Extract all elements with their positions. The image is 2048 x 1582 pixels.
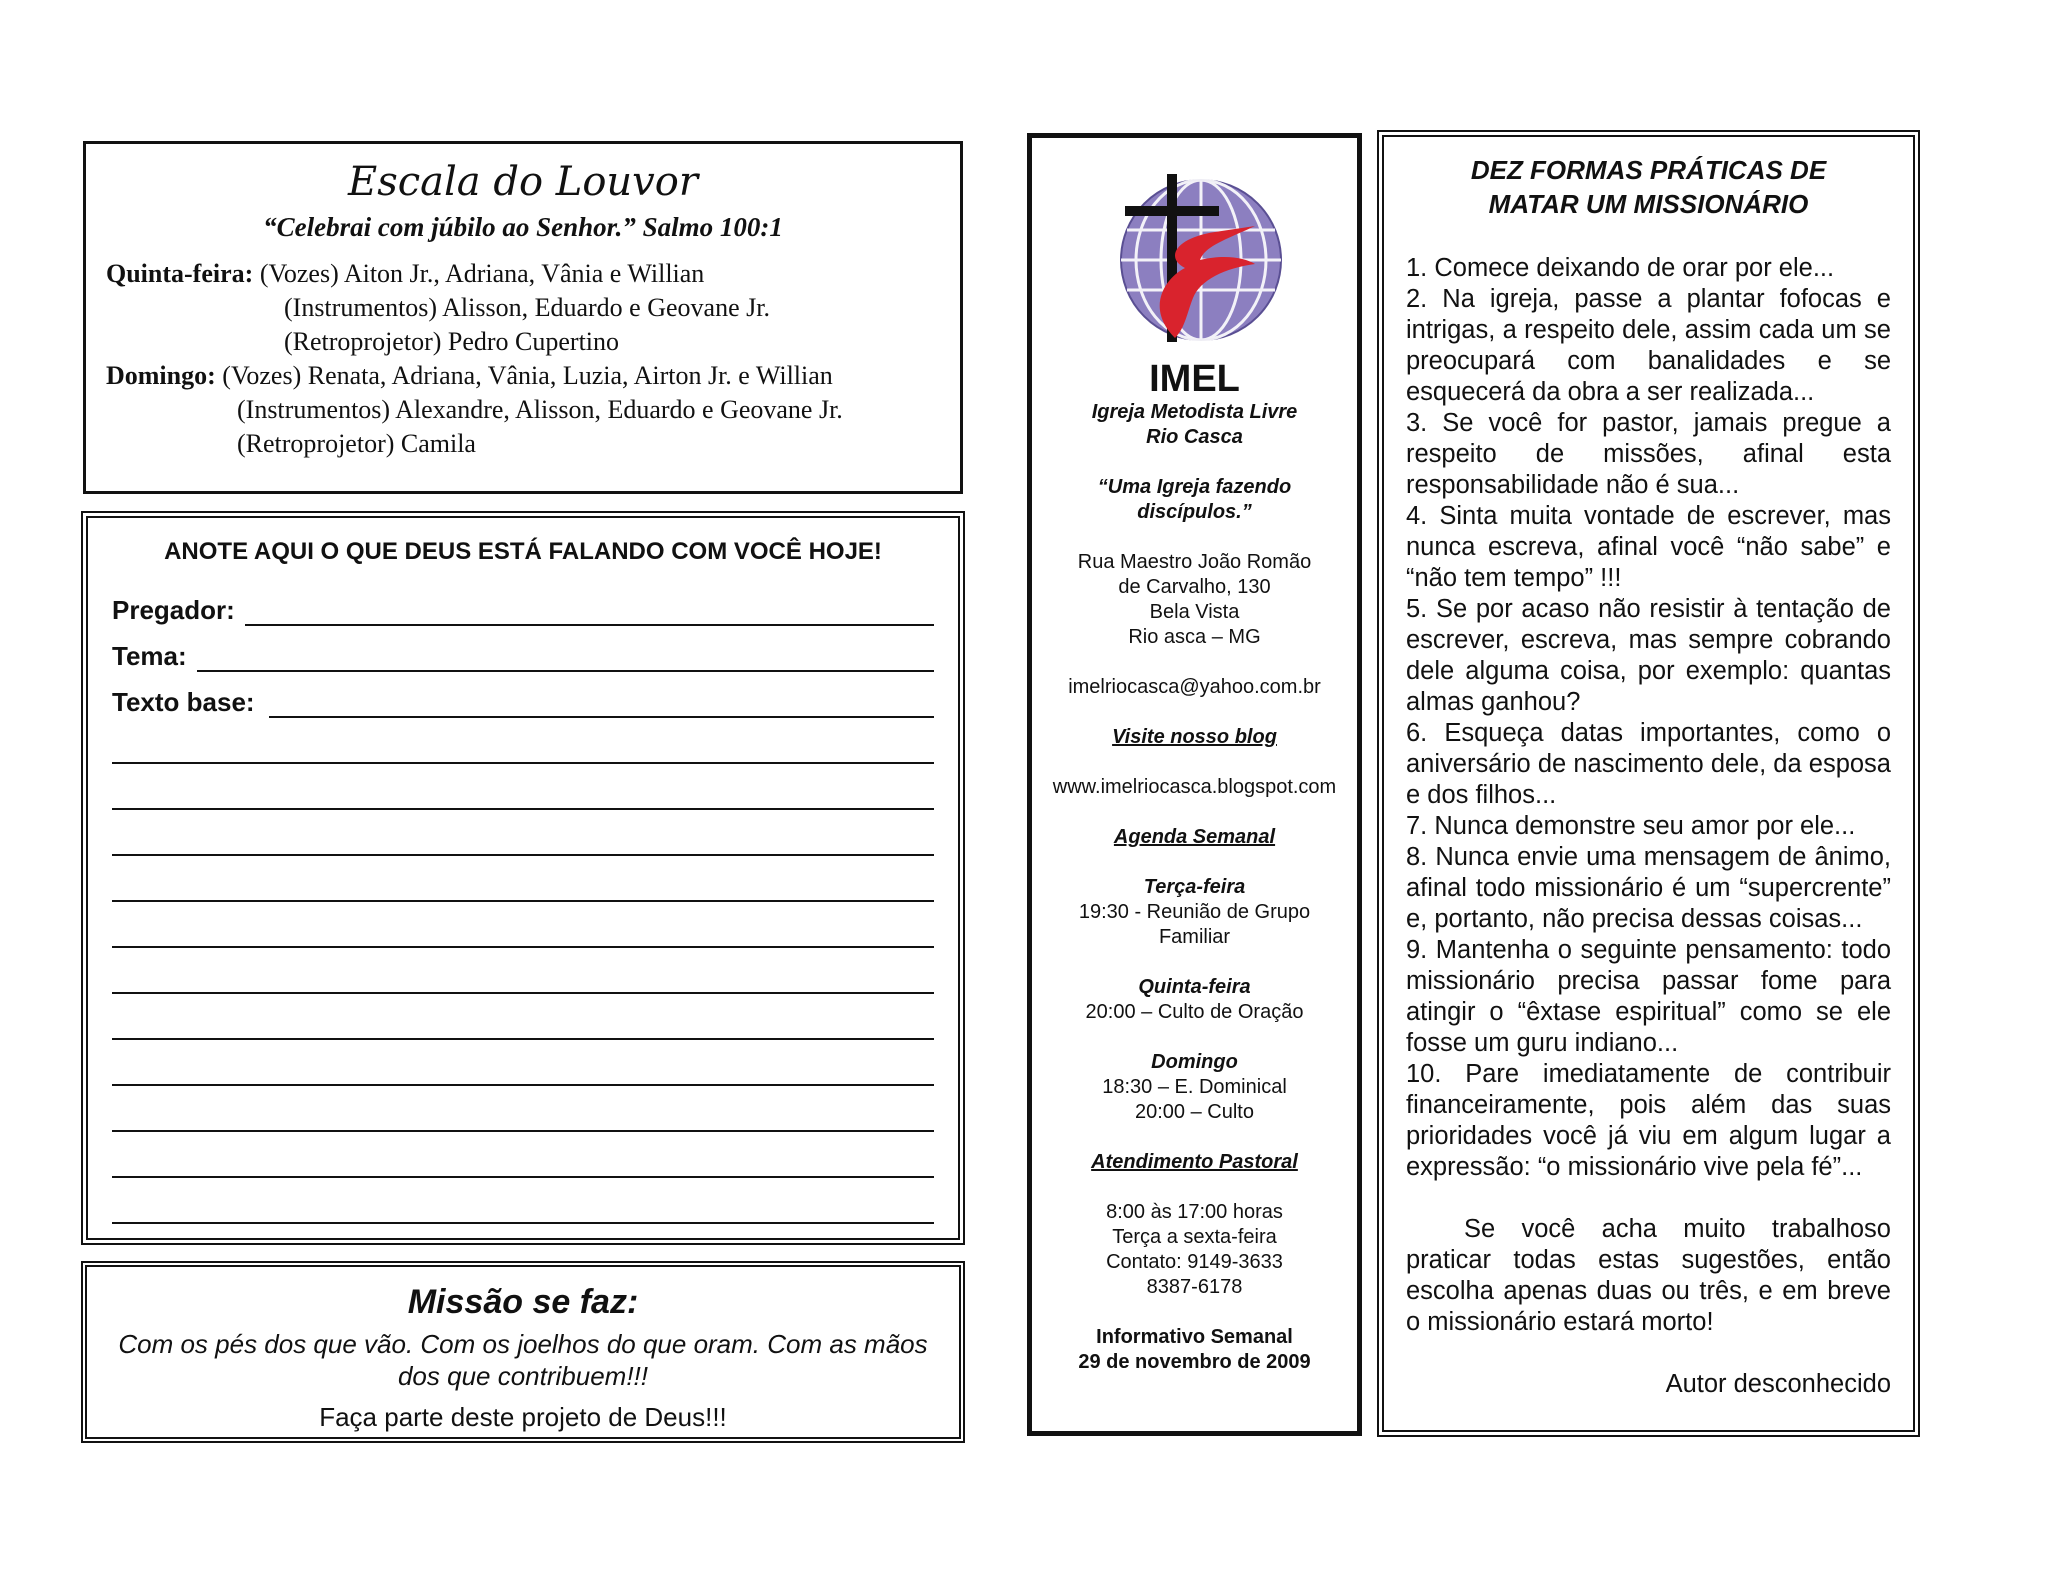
list-item: 2. Na igreja, passe a plantar fofocas e intrigas, a respeito dele, assim cada um se preocupará com banalidades e se esquecerá da obra a ser realizada... [1406,285,1891,406]
domingo-line: 20:00 – Culto [1135,1101,1254,1123]
missao-subtitle: Com os pés dos que vão. Com os joelhos do que oram. Com as mãos dos que contribuem!!! [118,1329,928,1391]
louvor-quinta [106,257,940,359]
domingo-label: Domingo [1151,1051,1238,1073]
informativo-date: 29 de novembro de 2009 [1078,1351,1311,1373]
address-line: Bela Vista [1149,601,1240,623]
address-line: Rio asca – MG [1128,626,1261,648]
domingo-line: (Retroprojetor) Camila [237,429,476,458]
domingo-line: (Vozes) Renata, Adriana, Vânia, Luzia, Airton Jr. e Willian [222,361,833,390]
imel-logo [1105,168,1285,348]
dez-formas-box [1377,130,1920,1437]
louvor-quote: “Celebrai com júbilo ao Senhor.” Salmo 100:1 [263,212,783,242]
note-line[interactable] [112,1086,934,1132]
email-link[interactable]: imelriocasca@yahoo.com.br [1068,676,1321,698]
imel-motto: “Uma Igreja fazendo [1097,476,1292,498]
terca-label: Terça-feira [1143,876,1246,898]
texto-base-label: Texto base: [112,687,255,717]
texto-base-field[interactable] [112,672,934,718]
dez-closing: Se você acha muito trabalhoso praticar todas estas sugestões, então escolha apenas duas ou três, e em breve o missionário estará morto! [1406,1215,1891,1336]
quinta-label: Quinta-feira: [106,259,254,288]
note-line[interactable] [112,810,934,856]
terca-line: Familiar [1158,926,1231,948]
informativo-label: Informativo Semanal [1096,1326,1293,1348]
note-line[interactable] [112,1040,934,1086]
note-line[interactable] [112,718,934,764]
note-line[interactable] [112,764,934,810]
domingo-line: 18:30 – E. Dominical [1102,1076,1287,1098]
domingo-label: Domingo: [106,361,216,390]
imel-column [1027,133,1362,1436]
imel-name: IMEL [1149,358,1240,400]
list-item: 5. Se por acaso não resistir à tentação de escrever, escreva, mas sempre cobrando dele alguma coisa, por exemplo: quantas almas ganhou? [1406,595,1891,716]
imel-full-name: Igreja Metodista Livre [1091,401,1298,423]
dez-title: DEZ FORMAS PRÁTICAS DE [1470,155,1827,185]
address-line: de Carvalho, 130 [1118,576,1271,598]
imel-motto: discípulos.” [1137,501,1252,523]
quinta-line: (Vozes) Aiton Jr., Adriana, Vânia e Willian [259,259,705,288]
louvor-domingo [106,359,940,461]
missao-box [81,1261,965,1443]
pregador-line[interactable] [245,598,934,626]
louvor-title: Escala do Louvor [348,159,698,205]
tema-field[interactable] [112,626,934,672]
list-item: 1. Comece deixando de orar por ele... [1406,254,1835,282]
address-line: Rua Maestro João Romão [1077,551,1312,573]
dez-list [1406,253,1891,1183]
texto-base-line[interactable] [269,690,934,718]
note-line[interactable] [112,856,934,902]
quinta-line: (Instrumentos) Alisson, Eduardo e Geovane Jr. [284,293,770,322]
missao-call: Faça parte deste projeto de Deus!!! [319,1402,727,1432]
atendimento-line: 8:00 às 17:00 horas [1106,1201,1283,1223]
note-line[interactable] [112,948,934,994]
tema-label: Tema: [112,641,187,671]
dez-author: Autor desconhecido [1665,1370,1891,1398]
quinta-line: (Retroprojetor) Pedro Cupertino [284,327,620,356]
quinta-label: Quinta-feira [1138,976,1251,998]
list-item: 10. Pare imediatamente de contribuir financeiramente, pois além das suas prioridades você já viu em algum lugar a expressão: “o missionário vive pela fé”... [1406,1060,1891,1181]
escala-louvor-box [83,141,963,494]
anote-box [81,511,965,1245]
atendimento-line: Terça a sexta-feira [1112,1226,1277,1248]
atendimento-line: 8387-6178 [1146,1276,1243,1298]
domingo-line: (Instrumentos) Alexandre, Alisson, Eduardo e Geovane Jr. [237,395,843,424]
quinta-line: 20:00 – Culto de Oração [1085,1001,1304,1023]
note-line[interactable] [112,994,934,1040]
list-item: 3. Se você for pastor, jamais pregue a respeito de missões, afinal esta responsabilidade não é sua... [1406,409,1891,499]
blog-label: Visite nosso blog [1112,726,1277,748]
imel-city: Rio Casca [1146,426,1243,448]
list-item: 7. Nunca demonstre seu amor por ele... [1406,812,1856,840]
missao-title: Missão se faz: [407,1283,639,1321]
atendimento-line: Contato: 9149-3633 [1106,1251,1283,1273]
pregador-field[interactable] [112,580,934,626]
note-line[interactable] [112,1132,934,1178]
list-item: 9. Mantenha o seguinte pensamento: todo missionário precisa passar fome para atingir o “êxtase espiritual” como se ele fosse um guru indiano... [1406,936,1891,1057]
list-item: 8. Nunca envie uma mensagem de ânimo, afinal todo missionário é um “supercrente” e, portanto, não precisa dessas coisas... [1406,843,1891,933]
list-item: 6. Esqueça datas importantes, como o aniversário de nascimento dele, da esposa e dos filhos... [1406,719,1891,809]
note-line[interactable] [112,1178,934,1224]
dez-title: MATAR UM MISSIONÁRIO [1488,189,1809,219]
pregador-label: Pregador: [112,595,235,625]
note-line[interactable] [112,902,934,948]
atendimento-label: Atendimento Pastoral [1091,1151,1298,1173]
anote-heading: ANOTE AQUI O QUE DEUS ESTÁ FALANDO COM VOCÊ HOJE! [164,538,882,565]
agenda-label: Agenda Semanal [1113,826,1276,848]
blog-link[interactable]: www.imelriocasca.blogspot.com [1052,776,1337,798]
terca-line: 19:30 - Reunião de Grupo [1078,901,1311,923]
list-item: 4. Sinta muita vontade de escrever, mas nunca escreva, afinal você “não sabe” e “não tem tempo” !!! [1406,502,1891,592]
tema-line[interactable] [197,644,934,672]
